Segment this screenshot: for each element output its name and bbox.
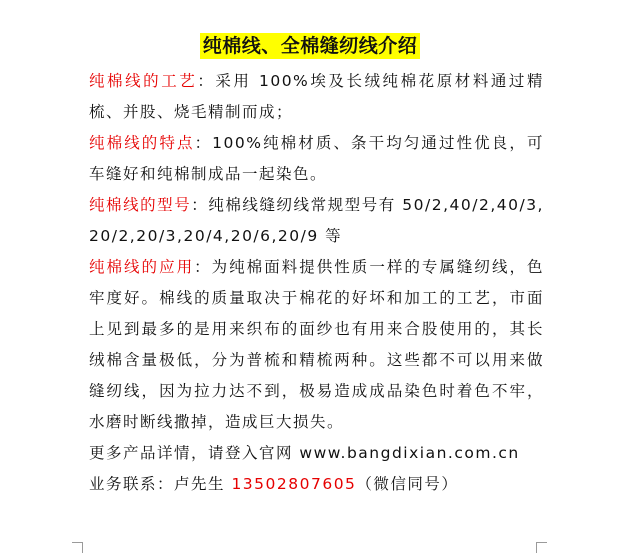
contact-suffix: （微信同号） (356, 475, 459, 493)
section-applications-label: 纯棉线的应用 (89, 258, 195, 276)
section-models (89, 190, 544, 252)
section-features-label: 纯棉线的特点 (89, 134, 195, 152)
title-container (0, 33, 620, 59)
section-applications-text: ：为纯棉面料提供性质一样的专属缝纫线，色牢度好。棉线的质量取决于棉花的好坏和加工的工艺，市面上见到最多的是用来织布的面纱也有用来合股使用的，其长绒棉含量极低，分为普梳和精梳两种。这些都不可以用来做缝纫线，因为拉力达不到，极易造成成品染色时着色不牢，水磨时断线撒掉，造成巨大损失。 (89, 258, 544, 431)
contact-line (89, 469, 544, 500)
section-features (89, 128, 544, 190)
contact-phone: 13502807605 (231, 475, 357, 493)
page-corner-mark-right (536, 542, 547, 553)
section-features-text: ：100%纯棉材质、条干均匀通过性优良，可车缝好和纯棉制成品一起染色。 (89, 134, 544, 183)
more-info-line: 更多产品详情，请登入官网 www.bangdixian.com.cn (89, 444, 520, 462)
section-process-label: 纯棉线的工艺 (89, 72, 198, 90)
section-applications (89, 252, 544, 438)
section-models-label: 纯棉线的型号 (89, 196, 192, 214)
section-process (89, 66, 544, 128)
section-process-text: ：采用 100%埃及长绒纯棉花原材料通过精梳、并股、烧毛精制而成； (89, 72, 544, 121)
page-corner-mark-left (72, 542, 83, 553)
document-body (89, 66, 544, 500)
document-title: 纯棉线、全棉缝纫线介绍 (200, 33, 421, 59)
contact-prefix: 业务联系：卢先生 (89, 475, 232, 493)
section-models-text: ：纯棉线缝纫线常规型号有 50/2,40/2,40/3,20/2,20/3,20/4,20/6,20/9 等 (89, 196, 544, 245)
